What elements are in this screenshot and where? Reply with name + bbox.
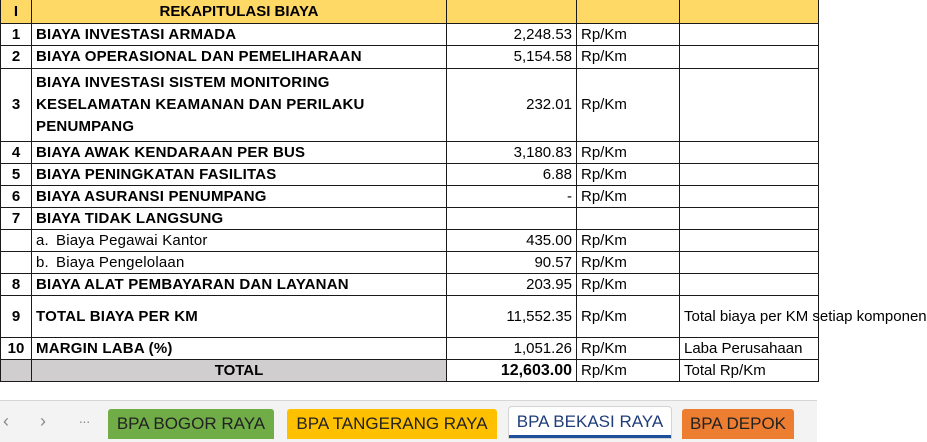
row-unit-cell[interactable]: Rp/Km xyxy=(577,338,680,360)
row-value-cell[interactable]: 11,552.35 xyxy=(447,296,577,338)
sub-item-label: Biaya Pegawai Kantor xyxy=(56,231,208,249)
table-row xyxy=(1,296,819,338)
row-name-cell[interactable] xyxy=(32,252,447,274)
row-unit-cell[interactable]: Rp/Km xyxy=(577,164,680,186)
sheet-tab-bar xyxy=(0,400,817,442)
row-no-cell[interactable]: 2 xyxy=(1,46,32,69)
row-note-cell[interactable] xyxy=(680,46,819,69)
row-no-cell[interactable]: 9 xyxy=(1,296,32,338)
row-name-cell[interactable]: BIAYA AWAK KENDARAAN PER BUS xyxy=(32,142,447,164)
row-no-cell[interactable] xyxy=(1,252,32,274)
row-unit-cell[interactable]: Rp/Km xyxy=(577,296,680,338)
total-value-cell[interactable]: 12,603.00 xyxy=(447,360,577,382)
row-unit-cell[interactable] xyxy=(577,208,680,230)
prev-sheet-icon[interactable]: ‹ xyxy=(3,411,9,431)
row-value-cell[interactable]: 2,248.53 xyxy=(447,24,577,46)
row-no-cell[interactable]: 6 xyxy=(1,186,32,208)
row-name-cell[interactable]: BIAYA OPERASIONAL DAN PEMELIHARAAN xyxy=(32,46,447,69)
row-name-cell[interactable]: BIAYA ASURANSI PENUMPANG xyxy=(32,186,447,208)
row-note-cell[interactable] xyxy=(680,142,819,164)
table-row xyxy=(1,46,819,69)
row-name-cell[interactable]: MARGIN LABA (%) xyxy=(32,338,447,360)
total-note-cell[interactable]: Total Rp/Km xyxy=(680,360,819,382)
row-no-cell[interactable]: 10 xyxy=(1,338,32,360)
row-unit-cell[interactable]: Rp/Km xyxy=(577,230,680,252)
row-note-cell[interactable]: Total biaya per KM setiap komponen xyxy=(680,296,819,338)
header-title-cell[interactable]: REKAPITULASI BIAYA xyxy=(32,0,447,24)
tab-bpa-bogor-raya[interactable] xyxy=(108,409,274,439)
row-no-cell[interactable] xyxy=(1,230,32,252)
tab-bpa-bekasi-raya[interactable] xyxy=(509,407,671,438)
row-no-cell[interactable]: 8 xyxy=(1,274,32,296)
table-row xyxy=(1,69,819,142)
row-name-cell[interactable]: BIAYA ALAT PEMBAYARAN DAN LAYANAN xyxy=(32,274,447,296)
tab-label: BPA BEKASI RAYA xyxy=(516,412,664,431)
tab-label: BPA TANGERANG RAYA xyxy=(296,414,488,433)
row-note-cell[interactable] xyxy=(680,252,819,274)
header-no-cell[interactable]: I xyxy=(1,0,32,24)
table-row xyxy=(1,164,819,186)
row-no-cell[interactable]: 7 xyxy=(1,208,32,230)
table-row xyxy=(1,338,819,360)
more-sheets-icon[interactable]: ··· xyxy=(78,413,90,429)
row-value-cell[interactable]: 435.00 xyxy=(447,230,577,252)
row-value-cell[interactable]: 90.57 xyxy=(447,252,577,274)
table-row xyxy=(1,208,819,230)
table-row xyxy=(1,252,819,274)
total-label-cell[interactable]: TOTAL xyxy=(32,360,447,382)
row-note-cell[interactable] xyxy=(680,164,819,186)
row-note-cell[interactable] xyxy=(680,274,819,296)
row-unit-cell[interactable]: Rp/Km xyxy=(577,24,680,46)
total-no-cell[interactable] xyxy=(1,360,32,382)
row-value-cell[interactable]: 203.95 xyxy=(447,274,577,296)
header-value-cell[interactable] xyxy=(447,0,577,24)
row-name-cell[interactable]: BIAYA PENINGKATAN FASILITAS xyxy=(32,164,447,186)
row-no-cell[interactable]: 4 xyxy=(1,142,32,164)
tab-bpa-depok[interactable] xyxy=(682,409,794,439)
row-value-cell[interactable]: 1,051.26 xyxy=(447,338,577,360)
row-name-cell[interactable]: TOTAL BIAYA PER KM xyxy=(32,296,447,338)
sub-item-prefix: b. xyxy=(36,253,49,271)
row-note-cell[interactable]: Laba Perusahaan xyxy=(680,338,819,360)
row-value-cell[interactable] xyxy=(447,208,577,230)
row-no-cell[interactable]: 3 xyxy=(1,69,32,142)
table-row xyxy=(1,24,819,46)
sub-item-prefix: a. xyxy=(36,231,49,249)
row-value-cell[interactable]: - xyxy=(447,186,577,208)
next-sheet-icon[interactable]: › xyxy=(40,411,46,431)
row-no-cell[interactable]: 1 xyxy=(1,24,32,46)
row-unit-cell[interactable]: Rp/Km xyxy=(577,274,680,296)
tab-label: BPA DEPOK xyxy=(689,414,787,433)
row-unit-cell[interactable]: Rp/Km xyxy=(577,186,680,208)
header-unit-cell[interactable] xyxy=(577,0,680,24)
row-note-cell[interactable] xyxy=(680,24,819,46)
total-unit-cell[interactable]: Rp/Km xyxy=(577,360,680,382)
total-row xyxy=(1,360,819,382)
row-unit-cell[interactable]: Rp/Km xyxy=(577,142,680,164)
table-row xyxy=(1,142,819,164)
row-name-cell[interactable]: BIAYA TIDAK LANGSUNG xyxy=(32,208,447,230)
row-no-cell[interactable]: 5 xyxy=(1,164,32,186)
table-row xyxy=(1,274,819,296)
row-name-cell[interactable] xyxy=(32,230,447,252)
row-unit-cell[interactable]: Rp/Km xyxy=(577,69,680,142)
row-value-cell[interactable]: 5,154.58 xyxy=(447,46,577,69)
header-note-cell[interactable] xyxy=(680,0,819,24)
row-unit-cell[interactable]: Rp/Km xyxy=(577,46,680,69)
row-value-cell[interactable]: 232.01 xyxy=(447,69,577,142)
row-note-cell[interactable] xyxy=(680,230,819,252)
table-header-row xyxy=(1,0,819,24)
table-row xyxy=(1,186,819,208)
row-note-cell[interactable] xyxy=(680,186,819,208)
tab-label: BPA BOGOR RAYA xyxy=(116,414,266,433)
table-row xyxy=(1,230,819,252)
row-name-cell[interactable]: BIAYA INVESTASI ARMADA xyxy=(32,24,447,46)
sub-item-label: Biaya Pengelolaan xyxy=(56,253,185,271)
row-name-cell[interactable]: BIAYA INVESTASI SISTEM MONITORING KESELAMATAN KEAMANAN DAN PERILAKU PENUMPANG xyxy=(32,69,447,142)
row-value-cell[interactable]: 6.88 xyxy=(447,164,577,186)
row-unit-cell[interactable]: Rp/Km xyxy=(577,252,680,274)
tab-bpa-tangerang-raya[interactable] xyxy=(287,409,497,439)
row-value-cell[interactable]: 3,180.83 xyxy=(447,142,577,164)
row-note-cell[interactable] xyxy=(680,208,819,230)
row-note-cell[interactable] xyxy=(680,69,819,142)
